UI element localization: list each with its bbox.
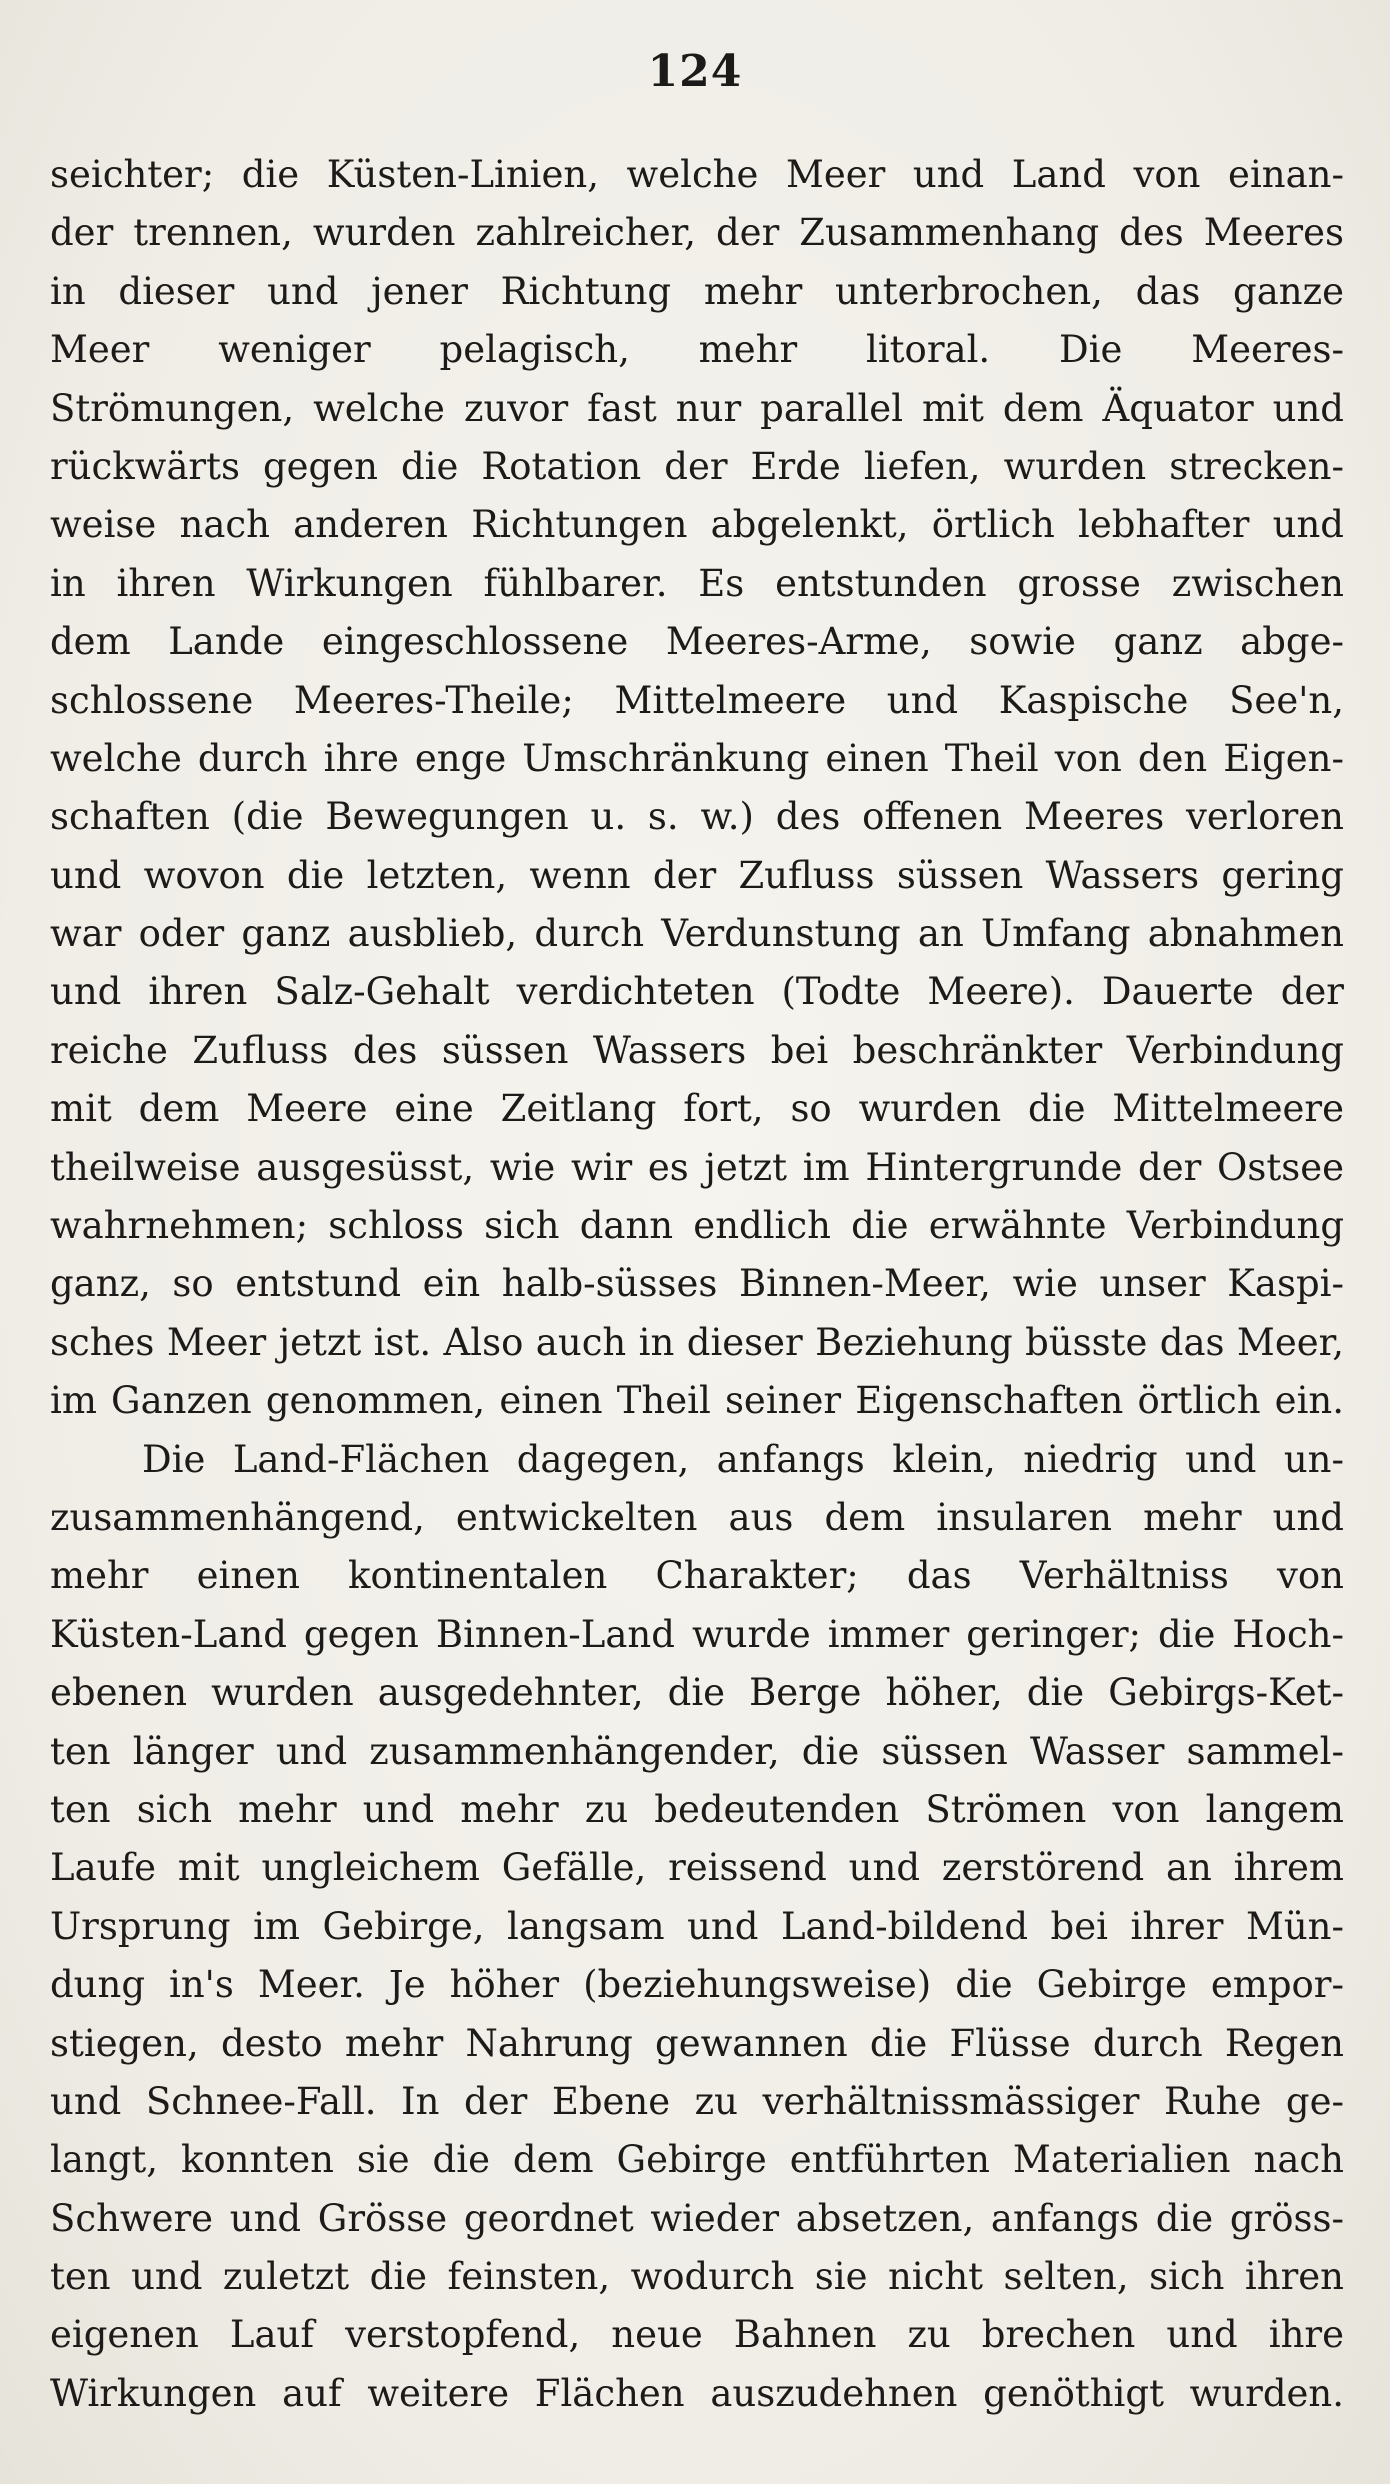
text-line: langt, konnten sie die dem Gebirge entführten Materialien nach (50, 2138, 1344, 2182)
text-line: weise nach anderen Richtungen abgelenkt, örtlich lebhafter und (50, 503, 1344, 547)
text-line: ten sich mehr und mehr zu bedeutenden Strömen von langem (50, 1787, 1344, 1831)
text-line: sches Meer jetzt ist. Also auch in dieser Beziehung büsste das Meer, (50, 1320, 1344, 1364)
text-line: Strömungen, welche zuvor fast nur parallel mit dem Äquator und (50, 386, 1344, 430)
text-line: welche durch ihre enge Umschränkung einen Theil von den Eigen- (50, 736, 1344, 780)
text-line: ebenen wurden ausgedehnter, die Berge höher, die Gebirgs-Ket- (50, 1671, 1344, 1715)
text-line: in ihren Wirkungen fühlbarer. Es entstunden grosse zwischen (50, 561, 1344, 605)
text-line: und ihren Salz-Gehalt verdichteten (Todte Meere). Dauerte der (50, 970, 1344, 1014)
text-line: theilweise ausgesüsst, wie wir es jetzt im Hintergrunde der Ostsee (50, 1145, 1344, 1189)
text-line: im Ganzen genommen, einen Theil seiner Eigenschaften örtlich ein. (50, 1379, 1344, 1423)
text-line: Meer weniger pelagisch, mehr litoral. Die Meeres- (50, 328, 1344, 372)
text-line: mit dem Meere eine Zeitlang fort, so wurden die Mittelmeere (50, 1087, 1344, 1131)
text-line: in dieser und jener Richtung mehr unterbrochen, das ganze (50, 269, 1344, 313)
text-line: Ursprung im Gebirge, langsam und Land-bildend bei ihrer Mün- (50, 1904, 1344, 1948)
text-line: ganz, so entstund ein halb-süsses Binnen-Meer, wie unser Kaspi- (50, 1262, 1344, 1306)
text-line: und wovon die letzten, wenn der Zufluss süssen Wassers gering (50, 853, 1344, 897)
text-line: zusammenhängend, entwickelten aus dem insularen mehr und (50, 1495, 1344, 1539)
text-line: Laufe mit ungleichem Gefälle, reissend und zerstörend an ihrem (50, 1846, 1344, 1890)
text-line: rückwärts gegen die Rotation der Erde liefen, wurden strecken- (50, 444, 1344, 488)
text-line: wahrnehmen; schloss sich dann endlich die erwähnte Verbindung (50, 1204, 1344, 1248)
text-line: ten länger und zusammenhängender, die süssen Wasser sammel- (50, 1729, 1344, 1773)
page-number: 124 (647, 46, 743, 97)
text-line: und Schnee-Fall. In der Ebene zu verhältnissmässiger Ruhe ge- (50, 2079, 1344, 2123)
text-line: stiegen, desto mehr Nahrung gewannen die Flüsse durch Regen (50, 2021, 1344, 2065)
text-line: schlossene Meeres-Theile; Mittelmeere und Kaspische See'n, (50, 678, 1344, 722)
text-line: der trennen, wurden zahlreicher, der Zusammenhang des Meeres (50, 211, 1344, 255)
text-line: dem Lande eingeschlossene Meeres-Arme, sowie ganz abge- (50, 620, 1344, 664)
text-line: Küsten-Land gegen Binnen-Land wurde immer geringer; die Hoch- (50, 1612, 1344, 1656)
text-line: reiche Zufluss des süssen Wassers bei beschränkter Verbindung (50, 1028, 1344, 1072)
paragraph-first-line: Die Land-Flächen dagegen, anfangs klein, niedrig und un- (142, 1437, 1344, 1481)
text-line: Wirkungen auf weitere Flächen auszudehnen genöthigt wurden. (50, 2371, 1344, 2415)
text-line: eigenen Lauf verstopfend, neue Bahnen zu brechen und ihre (50, 2313, 1344, 2357)
text-line: war oder ganz ausblieb, durch Verdunstung an Umfang abnahmen (50, 912, 1344, 956)
text-line: ten und zuletzt die feinsten, wodurch sie nicht selten, sich ihren (50, 2255, 1344, 2299)
text-line: schaften (die Bewegungen u. s. w.) des offenen Meeres verloren (50, 795, 1344, 839)
text-line: seichter; die Küsten-Linien, welche Meer und Land von einan- (50, 153, 1344, 196)
body-text (50, 146, 1344, 2423)
text-line: mehr einen kontinentalen Charakter; das Verhältniss von (50, 1554, 1344, 1598)
text-line: Schwere und Grösse geordnet wieder absetzen, anfangs die gröss- (50, 2196, 1344, 2240)
text-line: dung in's Meer. Je höher (beziehungsweise) die Gebirge empor- (50, 1963, 1344, 2007)
